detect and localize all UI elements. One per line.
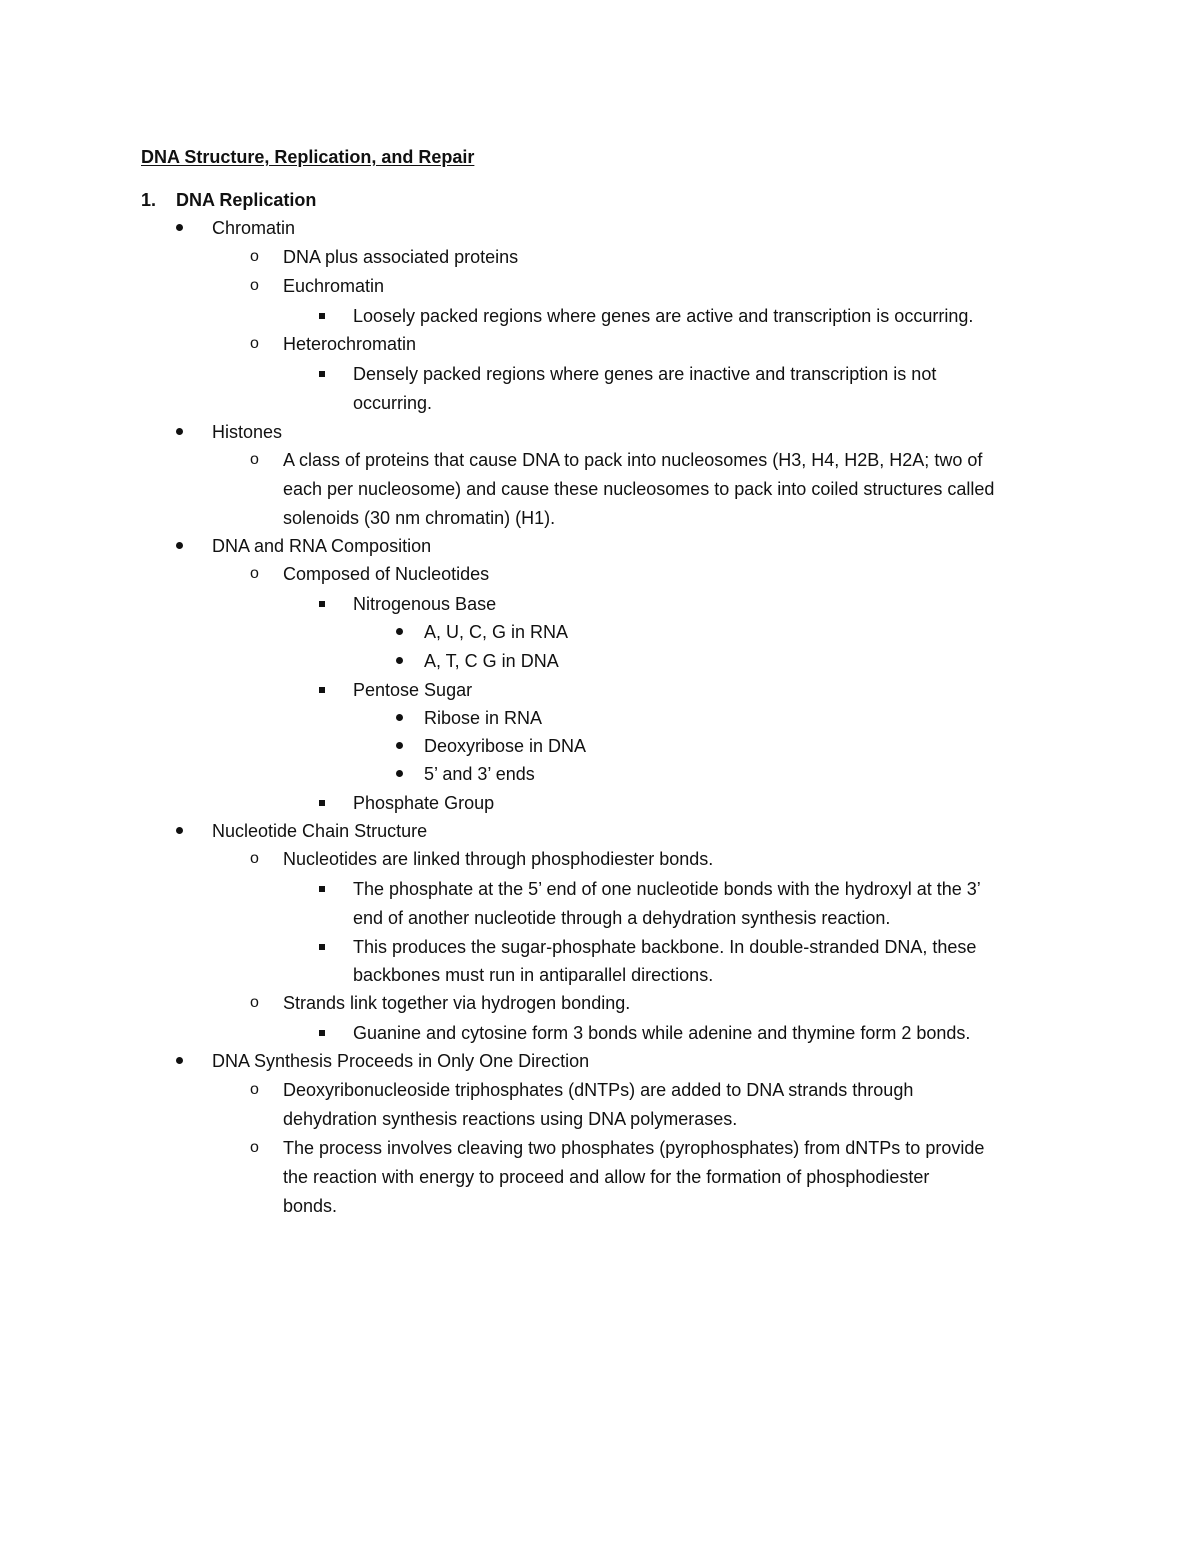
- bullet-dot: [176, 542, 183, 549]
- bullet-circle: o: [250, 451, 259, 468]
- bullet-square: [319, 1030, 325, 1036]
- list-item-loosely: Loosely packed regions where genes are active and transcription is occurring.: [353, 306, 974, 326]
- list-item-process-cont: bonds.: [283, 1196, 338, 1216]
- list-item-euchromatin: Euchromatin: [283, 276, 385, 296]
- bullet-circle: o: [250, 850, 259, 867]
- list-item-linked: Nucleotides are linked through phosphodiester bonds.: [283, 849, 714, 869]
- list-item-atcg: A, T, C G in DNA: [424, 651, 559, 671]
- list-item-aucg: A, U, C, G in RNA: [424, 622, 569, 642]
- bullet-dot: [396, 714, 403, 721]
- list-item-synthesis: DNA Synthesis Proceeds in Only One Direction: [212, 1051, 590, 1071]
- bullet-square: [319, 313, 325, 319]
- list-item-backbone-cont: backbones must run in antiparallel directions.: [353, 965, 714, 985]
- list-item-guanine: Guanine and cytosine form 3 bonds while adenine and thymine form 2 bonds.: [353, 1023, 971, 1043]
- list-item-dna-plus: DNA plus associated proteins: [283, 247, 519, 267]
- bullet-square: [319, 886, 325, 892]
- bullet-square: [319, 601, 325, 607]
- document-title: DNA Structure, Replication, and Repair: [141, 147, 475, 167]
- list-item-heterochromatin: Heterochromatin: [283, 334, 417, 354]
- bullet-dot: [396, 628, 403, 635]
- list-item-dntps-cont: dehydration synthesis reactions using DNA polymerases.: [283, 1109, 738, 1129]
- list-item-pentose: Pentose Sugar: [353, 680, 473, 700]
- section-number: 1.: [141, 190, 157, 210]
- bullet-dot: [176, 224, 183, 231]
- list-item-histones-desc: A class of proteins that cause DNA to pack into nucleosomes (H3, H4, H2B, H2A; two of: [283, 450, 983, 470]
- section-title: DNA Replication: [176, 190, 317, 210]
- list-item-composed: Composed of Nucleotides: [283, 564, 490, 584]
- list-item-chromatin: Chromatin: [212, 218, 296, 238]
- list-item-composition: DNA and RNA Composition: [212, 536, 432, 556]
- bullet-circle: o: [250, 1139, 259, 1156]
- list-item-dntps: Deoxyribonucleoside triphosphates (dNTPs) are added to DNA strands through: [283, 1080, 914, 1100]
- list-item-densely: Densely packed regions where genes are inactive and transcription is not: [353, 364, 937, 384]
- bullet-circle: o: [250, 565, 259, 582]
- list-item-process-cont: the reaction with energy to proceed and allow for the formation of phosphodiester: [283, 1167, 930, 1187]
- bullet-dot: [396, 657, 403, 664]
- list-item-phosphate-5-cont: end of another nucleotide through a dehydration synthesis reaction.: [353, 908, 891, 928]
- list-item-nitrogenous: Nitrogenous Base: [353, 594, 497, 614]
- bullet-dot: [176, 428, 183, 435]
- bullet-circle: o: [250, 994, 259, 1011]
- bullet-circle: o: [250, 248, 259, 265]
- list-item-strands: Strands link together via hydrogen bonding.: [283, 993, 631, 1013]
- list-item-process: The process involves cleaving two phosphates (pyrophosphates) from dNTPs to provide: [283, 1138, 985, 1158]
- list-item-phosphate-group: Phosphate Group: [353, 793, 495, 813]
- bullet-dot: [176, 1057, 183, 1064]
- list-item-chain-structure: Nucleotide Chain Structure: [212, 821, 428, 841]
- bullet-dot: [396, 742, 403, 749]
- bullet-circle: o: [250, 335, 259, 352]
- list-item-ribose: Ribose in RNA: [424, 708, 543, 728]
- list-item-histones: Histones: [212, 422, 283, 442]
- list-item-ends: 5’ and 3’ ends: [424, 764, 535, 784]
- list-item-histones-desc-cont: each per nucleosome) and cause these nucleosomes to pack into coiled structures called: [283, 479, 995, 499]
- list-item-backbone: This produces the sugar-phosphate backbone. In double-stranded DNA, these: [353, 937, 977, 957]
- bullet-square: [319, 944, 325, 950]
- bullet-square: [319, 800, 325, 806]
- list-item-phosphate-5: The phosphate at the 5’ end of one nucleotide bonds with the hydroxyl at the 3’: [353, 879, 981, 899]
- list-item-histones-desc-cont: solenoids (30 nm chromatin) (H1).: [283, 508, 556, 528]
- bullet-circle: o: [250, 277, 259, 294]
- bullet-circle: o: [250, 1081, 259, 1098]
- list-item-deoxyribose: Deoxyribose in DNA: [424, 736, 587, 756]
- bullet-square: [319, 687, 325, 693]
- bullet-square: [319, 371, 325, 377]
- bullet-dot: [396, 770, 403, 777]
- list-item-densely-cont: occurring.: [353, 393, 433, 413]
- bullet-dot: [176, 827, 183, 834]
